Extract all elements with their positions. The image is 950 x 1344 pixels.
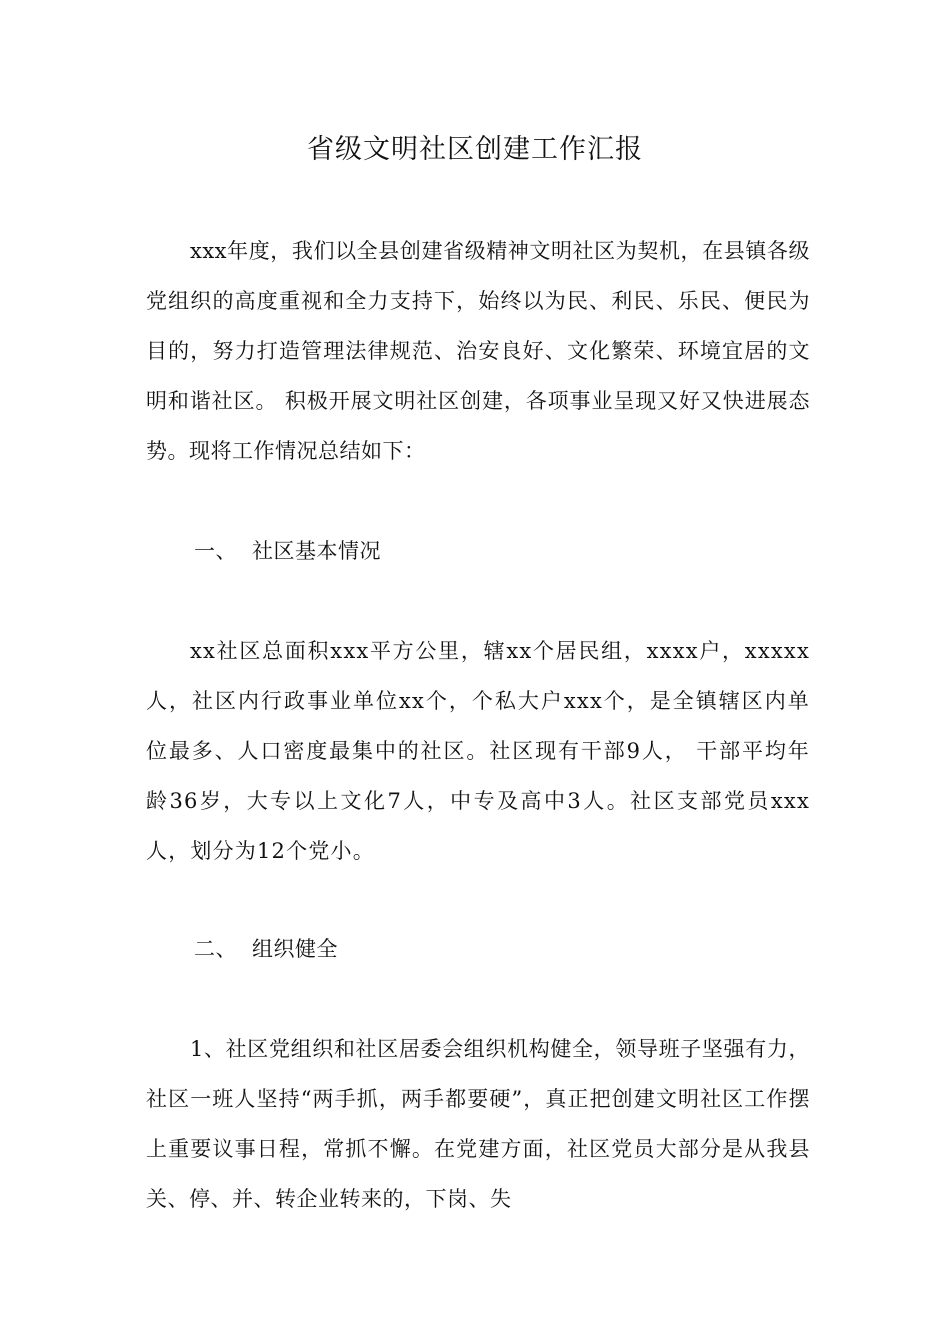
document-title: 省级文明社区创建工作汇报 (307, 134, 643, 165)
section-heading-2 (194, 924, 338, 974)
section-heading-text: 组织健全 (252, 937, 338, 961)
intro-paragraph: xxx年度，我们以全县创建省级精神文明社区为契机，在县镇各级党组织的高度重视和全力支持下，始终以为民、利民、乐民、便民为目的，努力打造管理法律规范、治安良好、文化繁荣、环境宜居的文明和谐社区。 积极开展文明社区创建，各项事业呈现又好又快进展态势。现将工作情况总结如下： (146, 239, 810, 463)
section-2-paragraph: 1、社区党组织和社区居委会组织机构健全，领导班子坚强有力，社区一班人坚持“两手抓，两手都要硬”，真正把创建文明社区工作摆上重要议事日程，常抓不懈。在党建方面，社区党员大部分是从我县关、停、并、转企业转来的，下岗、失 (146, 1037, 810, 1211)
section-number: 一、 (194, 539, 237, 563)
section-heading-text: 社区基本情况 (252, 539, 381, 563)
section-heading-1 (194, 526, 381, 576)
section-1-paragraph: xx社区总面积xxx平方公里，辖xx个居民组，xxxx户，xxxxx人，社区内行政事业单位xx个，个私大户xxx个，是全镇辖区内单位最多、人口密度最集中的社区。社区现有干部9人， 干部平均年龄36岁，大专以上文化7人，中专及高中3人。社区支部党员xxx人，划分为12个党小。 (146, 639, 810, 863)
section-number: 二、 (194, 937, 237, 961)
